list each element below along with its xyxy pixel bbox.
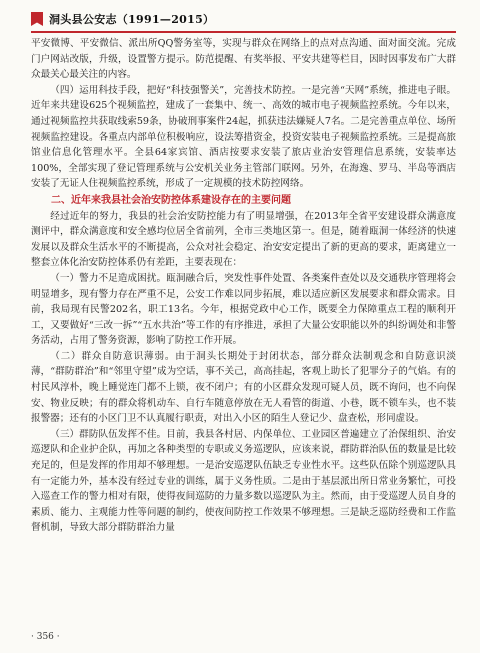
page-header (31, 8, 456, 30)
body-paragraph: （二）群众自防意识薄弱。由于洞头长期处于封闭状态，部分群众法制观念和自防意识淡薄，“群防群治”和“邻里守望”成为空话，事不关己，高高挂起，客观上助长了犯罪分子的气焰。有的村民风淳朴，晚上睡觉连门都不上锁，夜不闭户；有的小区群众发现可疑人员，既不询问，也不向保安、物业反映；有的群众将机动车、自行车随意停放在无人看管的街道、小巷，既不锁车头，也不装报警器；还有的小区门卫不认真履行职责，对出入小区的陌生人登记少、盘查松，形同虚设。 (31, 350, 456, 425)
body-paragraph: 经过近年的努力，我县的社会治安防控能力有了明显增强，在2013年全省平安建设群众满意度测评中，群众满意度和安全感均位居全省前列，全市三类地区第一。但是，随着瓯洞一体经济的快速发展以及群众生活水平的不断提高，公众对社会稳定、治安安定提出了新的更高的要求，距离建立一整套立体化治安防控体系仍有差距，主要表现在： (31, 210, 456, 269)
body-paragraph: （三）群防队伍发挥不佳。目前，我县各村居、内保单位、工业园区普遍建立了治保组织、治安巡逻队和企业护企队，再加之各种类型的专职或义务巡逻队，应该来说，群防群治队伍的数量是比较充足的，但是发挥的作用却不够理想。一是治安巡逻队伍缺乏专业性水平。这些队伍除个别巡逻队具有一定能力外，基本没有经过专业的训练，属于义务性质。二是由于基层派出所日常业务繁忙，可投入巡查工作的警力相对有限，使得夜间巡防的力量多数以巡逻队为主。然而，由于受巡逻人员自身的素质、能力、主观能力性等问题的制约，使夜间防控工作效果不够理想。三是缺乏巡防经费和工作监督机制，导致大部分群防群治力量 (31, 428, 456, 534)
bookmark-icon (31, 12, 43, 26)
body-paragraph: （四）运用科技手段，把好“科技强警关”，完善技术防控。一是完善“天网”系统，推进电子眼。近年来共建设625个视频监控，建成了一套集中、统一、高效的城市电子视频监控系统。今年以来，通过视频监控共获取线索59条，协破刑事案件24起，抓获违法嫌疑人7名。二是完善重点单位、场所视频监控建设。各重点内部单位积极响应，设法筹措资金，投资安装电子视频监控系统。三是提高旅馆业信息化管理水平。全县64家宾馆、酒店按要求安装了旅店业治安管理信息系统，安装率达100%，全部实现了登记管理系统与公安机关业务主管部门联网。另外，在海逸、罗马、半岛等酒店安装了无证人住视频监控系统，形成了一定规模的技术防控网络。 (31, 84, 456, 190)
section-heading: 二、近年来我县社会治安防控体系建设存在的主要问题 (51, 194, 291, 206)
page-body (31, 36, 456, 536)
body-paragraph: 平安微博、平安微信、派出所QQ警务室等，实现与群众在网络上的点对点沟通、面对面交流。完成门户网站改版，升级，设置警方提示。防范提醒、有奖举报、平安共建等栏目，因时因事发布广大群众最关心最关注的内容。 (31, 38, 456, 81)
body-paragraph: （一）警力不足造成困扰。瓯洞融合后，突发性事件处置、各类案件查处以及交通秩序管理将会明显增多，现有警力存在严重不足，公安工作难以同步拓展，难以适应新区发展要求和群众需求。目前，我局现有民警202名，职工13名。今年，根据党政中心工作，既要全力保障重点工程的顺利开工，又要做好“三改一拆”“五水共治”等工作的有序推进，承担了大量公安职能以外的纠纷调处和非警务活动，占用了警务资源，影响了防控工作开展。 (31, 272, 456, 347)
page-number: · 356 · (31, 632, 60, 642)
running-head-title: 洞头县公安志（1991—2015） (49, 13, 215, 26)
header-rule (31, 31, 456, 33)
